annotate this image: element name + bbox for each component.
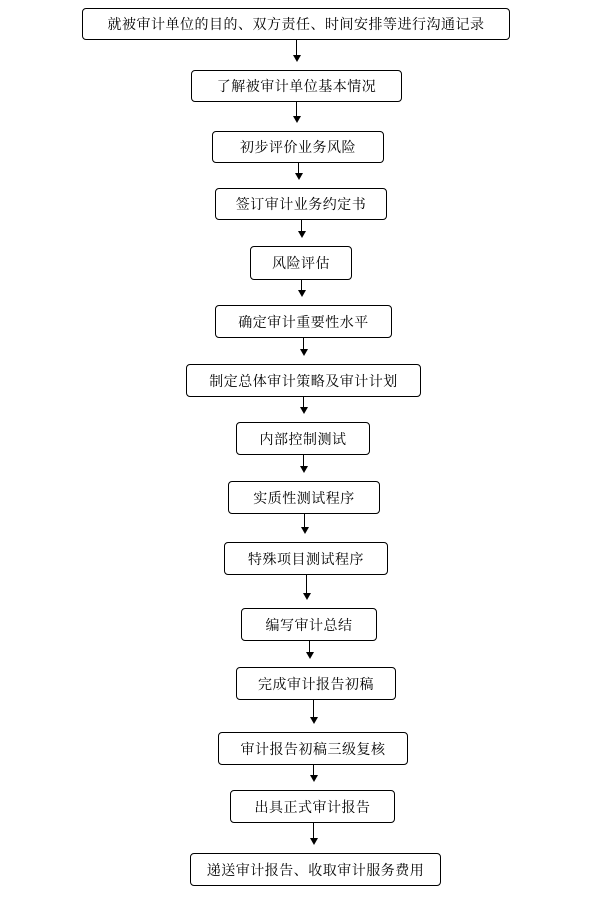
- arrowhead-n9-to-n10: [301, 527, 309, 534]
- flow-node-label: 审计报告初稿三级复核: [240, 740, 386, 757]
- flow-node-label: 出具正式审计报告: [254, 798, 371, 815]
- flow-node-n15[interactable]: [190, 853, 441, 886]
- connector-n9-to-n10: [304, 514, 305, 528]
- flow-node-label: 就被审计单位的目的、双方责任、时间安排等进行沟通记录: [107, 16, 485, 32]
- flow-node-label: 风险评估: [272, 255, 330, 271]
- flow-node-label: 编写审计总结: [265, 616, 353, 633]
- arrowhead-n8-to-n9: [300, 466, 308, 473]
- arrowhead-n3-to-n4: [295, 173, 303, 180]
- arrowhead-n14-to-n15: [310, 838, 318, 845]
- connector-n10-to-n11: [306, 575, 307, 594]
- arrowhead-n2-to-n3: [293, 116, 301, 123]
- flow-node-label: 签订审计业务约定书: [235, 196, 367, 212]
- arrowhead-n7-to-n8: [300, 407, 308, 414]
- flow-node-n2[interactable]: [191, 70, 402, 102]
- flow-node-label: 了解被审计单位基本情况: [216, 78, 377, 94]
- flow-node-n11[interactable]: [241, 608, 377, 641]
- flow-node-label: 内部控制测试: [259, 430, 347, 447]
- flow-node-label: 递送审计报告、收取审计服务费用: [206, 861, 425, 878]
- arrowhead-n6-to-n7: [300, 349, 308, 356]
- flow-node-n3[interactable]: [212, 131, 384, 163]
- arrowhead-n11-to-n12: [306, 652, 314, 659]
- flow-node-label: 完成审计报告初稿: [258, 675, 374, 692]
- flow-node-n7[interactable]: [186, 364, 421, 397]
- flow-node-n6[interactable]: [215, 305, 392, 338]
- flow-node-n9[interactable]: [228, 481, 380, 514]
- flow-node-n13[interactable]: [218, 732, 408, 765]
- flow-node-n4[interactable]: [215, 188, 387, 220]
- flow-node-label: 特殊项目测试程序: [248, 550, 364, 567]
- arrowhead-n10-to-n11: [303, 593, 311, 600]
- connector-n12-to-n13: [313, 700, 314, 718]
- flow-node-n8[interactable]: [236, 422, 370, 455]
- flow-node-label: 初步评价业务风险: [240, 139, 356, 155]
- arrowhead-n1-to-n2: [293, 55, 301, 62]
- flow-node-n5[interactable]: [250, 246, 352, 280]
- arrowhead-n12-to-n13: [310, 717, 318, 724]
- flow-node-n12[interactable]: [236, 667, 396, 700]
- flow-node-label: 制定总体审计策略及审计计划: [209, 372, 398, 389]
- flow-node-n10[interactable]: [224, 542, 388, 575]
- arrowhead-n4-to-n5: [298, 231, 306, 238]
- flow-node-n14[interactable]: [230, 790, 395, 823]
- connector-n14-to-n15: [313, 823, 314, 839]
- arrowhead-n5-to-n6: [298, 290, 306, 297]
- flow-node-label: 实质性测试程序: [253, 489, 355, 506]
- flow-node-n1[interactable]: [82, 8, 510, 40]
- connector-n2-to-n3: [296, 102, 297, 117]
- flow-node-label: 确定审计重要性水平: [238, 313, 369, 330]
- connector-n1-to-n2: [296, 40, 297, 56]
- arrowhead-n13-to-n14: [310, 775, 318, 782]
